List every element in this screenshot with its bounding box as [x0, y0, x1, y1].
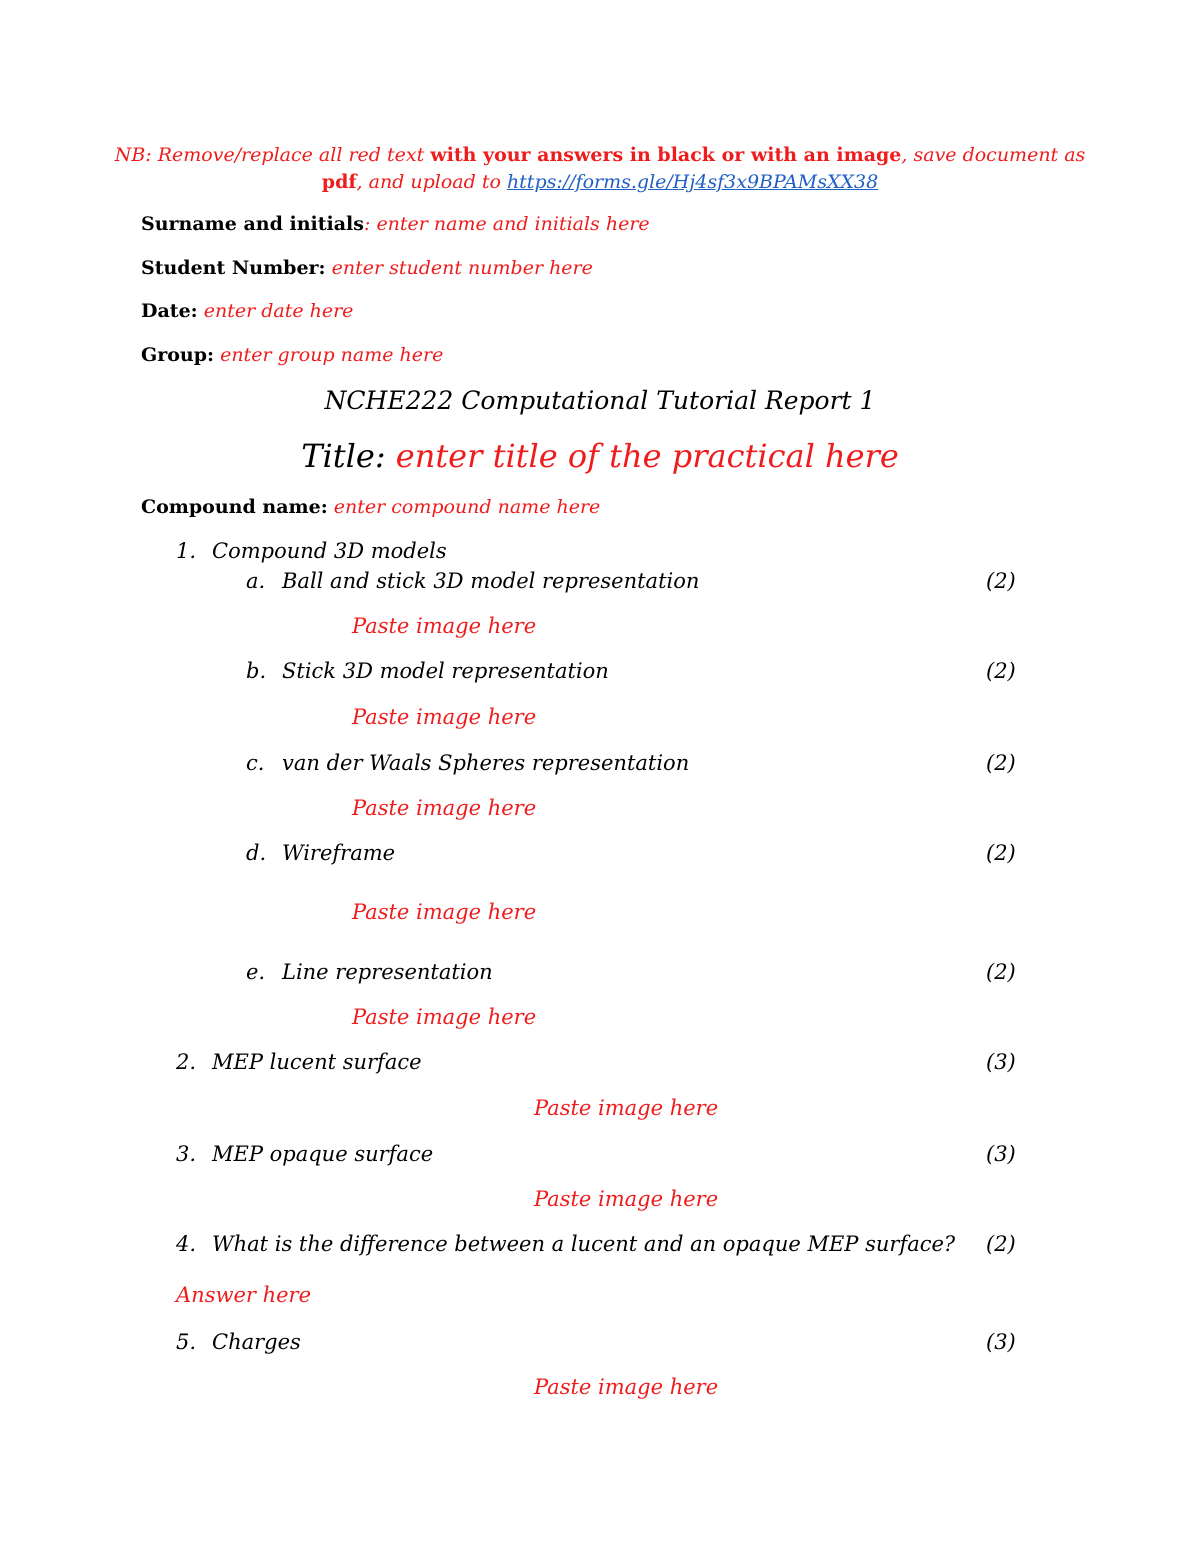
report-title: [0, 437, 1200, 475]
paste-image-placeholder[interactable]: Paste image here: [352, 614, 537, 638]
marks-label: (3): [986, 1142, 1016, 1166]
paste-image-placeholder[interactable]: Paste image here: [534, 1187, 719, 1211]
report-heading: NCHE222 Computational Tutorial Report 1: [324, 386, 876, 415]
field-placeholder[interactable]: enter student number here: [331, 257, 593, 279]
student-number-field: [141, 257, 593, 279]
question-number: 4.: [176, 1232, 197, 1256]
subquestion-text: Ball and stick 3D model representation: [282, 569, 700, 593]
notice-bold-text: with your answers in black or with an image: [430, 144, 902, 166]
question-text: What is the difference between a lucent and an opaque MEP surface?: [212, 1232, 956, 1256]
question-number: 3.: [176, 1142, 197, 1166]
instruction-notice-line2: [0, 171, 1200, 193]
question-number: 2.: [176, 1050, 197, 1074]
marks-label: (2): [986, 841, 1016, 865]
notice-text: , save document as: [901, 144, 1086, 166]
field-separator: :: [363, 213, 377, 235]
field-placeholder[interactable]: enter date here: [203, 300, 354, 322]
subquestion-letter: e.: [246, 960, 266, 984]
subquestion-text: van der Waals Spheres representation: [282, 751, 690, 775]
question-text: Compound 3D models: [212, 539, 447, 563]
subquestion-letter: a.: [246, 569, 266, 593]
field-label: Student Number:: [141, 257, 326, 279]
subquestion-letter: c.: [246, 751, 265, 775]
title-placeholder[interactable]: enter title of the practical here: [395, 437, 899, 475]
date-field: [141, 300, 353, 322]
marks-label: (2): [986, 960, 1016, 984]
paste-image-placeholder[interactable]: Paste image here: [352, 705, 537, 729]
surname-field: [141, 213, 650, 235]
field-label: Surname and initials: [141, 213, 364, 235]
notice-bold-text: pdf: [321, 171, 357, 193]
paste-image-placeholder[interactable]: Paste image here: [352, 796, 537, 820]
notice-text: NB: Remove/replace all red text: [114, 144, 431, 166]
subquestion-text: Wireframe: [282, 841, 396, 865]
upload-link[interactable]: https://forms.gle/Hj4sf3x9BPAMsXX38: [506, 171, 879, 193]
notice-text: , and upload to: [356, 171, 507, 193]
subquestion-letter: b.: [246, 659, 267, 683]
subquestion-text: Stick 3D model representation: [282, 659, 609, 683]
paste-image-placeholder[interactable]: Paste image here: [352, 1005, 537, 1029]
question-number: 1.: [176, 539, 197, 563]
question-number: 5.: [176, 1330, 197, 1354]
subquestion-text: Line representation: [282, 960, 493, 984]
marks-label: (2): [986, 659, 1016, 683]
paste-image-placeholder[interactable]: Paste image here: [352, 900, 537, 924]
question-1: [176, 539, 196, 563]
title-label: Title:: [301, 437, 386, 475]
field-placeholder[interactable]: enter group name here: [220, 344, 444, 366]
instruction-notice: [0, 144, 1200, 166]
group-field: [141, 344, 443, 366]
subquestion-letter: d.: [246, 841, 267, 865]
marks-label: (3): [986, 1330, 1016, 1354]
paste-image-placeholder[interactable]: Paste image here: [534, 1096, 719, 1120]
marks-label: (2): [986, 751, 1016, 775]
answer-placeholder[interactable]: Answer here: [176, 1283, 312, 1307]
compound-name-field: [141, 496, 600, 518]
field-label: Compound name:: [141, 496, 328, 518]
field-placeholder[interactable]: enter compound name here: [333, 496, 601, 518]
field-label: Date:: [141, 300, 198, 322]
field-label: Group:: [141, 344, 215, 366]
marks-label: (2): [986, 569, 1016, 593]
field-placeholder[interactable]: enter name and initials here: [376, 213, 650, 235]
question-text: MEP lucent surface: [212, 1050, 422, 1074]
question-text: Charges: [212, 1330, 301, 1354]
question-text: MEP opaque surface: [212, 1142, 434, 1166]
marks-label: (3): [986, 1050, 1016, 1074]
marks-label: (2): [986, 1232, 1016, 1256]
paste-image-placeholder[interactable]: Paste image here: [534, 1375, 719, 1399]
